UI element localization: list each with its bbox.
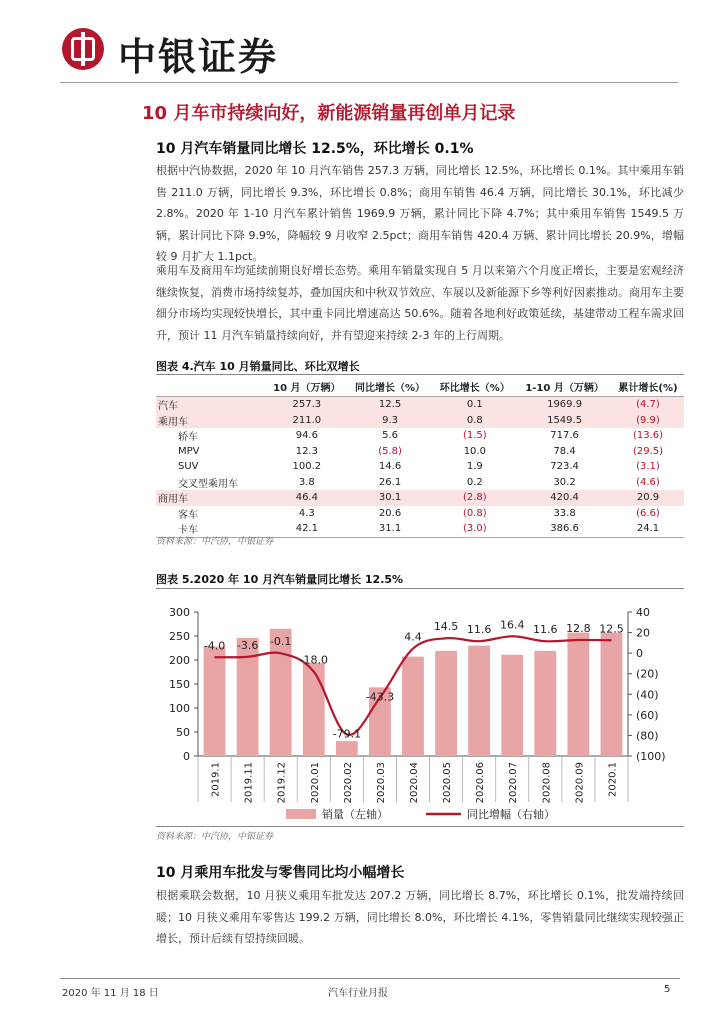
figure5-bottom-rule <box>156 826 684 827</box>
sales-bar <box>534 651 556 756</box>
table-cell: (9.9) <box>612 413 684 429</box>
data-label: 12.5 <box>599 622 624 636</box>
table-cell: 3.8 <box>298 476 315 488</box>
table-cell: (3.1) <box>636 461 660 473</box>
right-tick-label: 20 <box>636 626 650 640</box>
footer-date: 2020 年 11 月 18 日 <box>62 988 159 999</box>
table-cell: 30.1 <box>348 490 433 506</box>
table-row <box>156 490 684 506</box>
left-tick-label: 150 <box>169 678 190 691</box>
table-cell: 0.2 <box>466 476 483 488</box>
table-cell: 10.0 <box>463 445 486 457</box>
legend-bar-swatch <box>286 809 316 819</box>
sales-bar <box>435 651 457 756</box>
table-cell: 26.1 <box>378 476 402 488</box>
row-label: MPV <box>178 445 200 457</box>
table-cell: 211.0 <box>266 413 348 429</box>
table-cell: (6.6) <box>636 507 660 519</box>
row-label: 乘用车 <box>156 413 266 429</box>
category-label: 2019.1 <box>210 762 222 797</box>
table-cell: 94.6 <box>295 430 318 442</box>
row-label: SUV <box>178 461 199 473</box>
left-tick-label: 100 <box>169 702 190 715</box>
section2-para: 根据乘联会数据，10 月狭义乘用车批发达 207.2 万辆，同比增长 8.7%，环比增长 0.1%，批发端持续回暖；10 月狭义乘用车零售达 199.2 万辆，同比增长 8.0%，环比增长 4.1%，零售销量同比继续实现较强正增长，预计后续有望持续回暖。 <box>156 889 684 945</box>
table4-title: 图表 4.汽车 10 月销量同比、环比双增长 <box>156 360 360 373</box>
figure5-source: 资料来源：中汽协，中银证券 <box>156 832 274 842</box>
table-cell: 33.8 <box>553 507 576 519</box>
sales-chart <box>156 596 684 826</box>
category-label: 2019.11 <box>243 762 255 804</box>
row-label: 交叉型乘用车 <box>178 478 238 490</box>
table-cell: 100.2 <box>292 461 322 473</box>
table-cell: (5.8) <box>378 445 402 457</box>
sales-bar <box>402 657 424 756</box>
table-cell: 386.6 <box>517 521 612 537</box>
brand-logo <box>62 28 104 70</box>
data-label: 16.4 <box>499 618 525 632</box>
table-cell: 12.3 <box>295 445 318 457</box>
table-header: 1-10 月（万辆） <box>517 376 612 397</box>
header-divider <box>60 82 678 83</box>
brand-name: 中银证券 <box>118 34 279 79</box>
table-cell: 4.3 <box>298 507 315 519</box>
data-label: 11.6 <box>533 623 558 637</box>
table-header: 环比增长（%） <box>432 376 517 397</box>
table-cell: (13.6) <box>632 430 664 442</box>
table-cell: (3.0) <box>432 521 517 537</box>
table-cell: (0.8) <box>462 507 487 519</box>
data-label: 12.8 <box>566 621 591 635</box>
table-header: 同比增长（%） <box>348 376 433 397</box>
category-label: 2020.05 <box>442 762 454 804</box>
left-tick-label: 250 <box>169 630 190 643</box>
table-cell: 1969.9 <box>517 397 612 413</box>
table-header <box>156 376 266 397</box>
table-cell: 46.4 <box>266 490 348 506</box>
category-label: 2020.08 <box>541 762 553 804</box>
table4-top-rule <box>156 374 684 375</box>
figure5-title: 图表 5.2020 年 10 月汽车销量同比增长 12.5% <box>156 573 404 586</box>
table-row <box>156 459 684 475</box>
table-cell: 30.2 <box>553 476 576 488</box>
table-row <box>156 413 684 429</box>
section1-title: 10 月汽车销量同比增长 12.5%，环比增长 0.1% <box>156 141 474 157</box>
table-cell: 20.6 <box>378 507 402 519</box>
table4-source: 资料来源：中汽协，中银证券 <box>156 537 274 547</box>
table-cell: 420.4 <box>517 490 612 506</box>
table-cell: 31.1 <box>348 521 433 537</box>
row-label: 卡车 <box>156 521 266 537</box>
sales-bar <box>468 646 490 756</box>
table-cell: (1.5) <box>462 430 487 442</box>
data-label: 11.6 <box>466 623 492 637</box>
row-label: 客车 <box>178 509 198 521</box>
category-label: 2020.02 <box>342 762 354 804</box>
table-cell: 20.9 <box>612 490 684 506</box>
table-row <box>156 428 684 444</box>
right-tick-label: (100) <box>636 750 666 763</box>
logo-bar-icon <box>81 32 85 66</box>
table-row <box>156 506 684 522</box>
sales-bar <box>501 655 523 756</box>
sales-bar <box>204 647 226 756</box>
data-label: 14.5 <box>433 620 459 634</box>
left-tick-label: 200 <box>169 654 190 667</box>
legend-bar-label: 销量（左轴） <box>322 808 388 821</box>
data-label: -0.1 <box>269 635 292 649</box>
category-label: 2020.1 <box>607 762 619 797</box>
page-title: 10 月车市持续向好，新能源销量再创单月记录 <box>142 103 516 124</box>
right-tick-label: (80) <box>636 729 659 743</box>
section1-para1: 根据中汽协数据，2020 年 10 月汽车销售 257.3 万辆，同比增长 12.5%，环比增长 0.1%。其中乘用车销售 211.0 万辆，同比增长 9.3%，环比增长 0.8%；商用车销售 46.4 万辆，同比增长 30.1%，环比减少 2.8%。2020 年 1-10 月汽车累计销售 1969.9 万辆，累计同比下降 4.7%；其中乘用车销售 1549.5 万辆，累计同比下降 9.9%，降幅较 9 月收窄 2.5pct；商用车销售 420.4 万辆、累计同比增长 20.9%，增幅较 9 月扩大 1.1pct。 <box>156 164 684 263</box>
category-label: 2020.06 <box>475 762 487 804</box>
data-label: -4.0 <box>203 639 226 653</box>
table-cell: 717.6 <box>550 430 579 442</box>
table-header: 累计增长(%) <box>612 376 684 397</box>
table-cell: 723.4 <box>550 461 579 473</box>
right-tick-label: 40 <box>636 606 650 619</box>
data-label: -18.0 <box>299 653 329 667</box>
data-label: -43.3 <box>365 690 395 704</box>
left-tick-label: 300 <box>169 606 190 619</box>
table-cell: 1.9 <box>466 461 483 473</box>
row-label: 汽车 <box>156 397 266 413</box>
data-label: -3.6 <box>236 638 259 652</box>
section2-title: 10 月乘用车批发与零售同比均小幅增长 <box>156 865 405 881</box>
category-label: 2020.04 <box>409 762 420 804</box>
page-number: 5 <box>664 984 671 995</box>
sales-bar <box>567 633 589 756</box>
sales-bar <box>601 633 623 756</box>
table-cell: (29.5) <box>632 445 664 457</box>
table-cell: 14.6 <box>378 461 402 473</box>
table-cell: 1549.5 <box>517 413 612 429</box>
data-label: -79.1 <box>332 727 362 741</box>
table-header-row <box>156 376 684 397</box>
sales-bar <box>303 663 325 756</box>
category-label: 2020.03 <box>375 762 387 804</box>
table-cell: (4.7) <box>612 397 684 413</box>
table-cell: 0.1 <box>432 397 517 413</box>
right-tick-label: 0 <box>636 647 643 661</box>
sales-bar <box>336 741 358 756</box>
table-row <box>156 397 684 413</box>
footer-category: 汽车行业月报 <box>328 988 388 999</box>
table-row <box>156 475 684 491</box>
section1-para2: 乘用车及商用车均延续前期良好增长态势。乘用车销量实现自 5 月以来第六个月度正增长，主要是宏观经济继续恢复，消费市场持续复苏，叠加国庆和中秋双节效应、车展以及新能源下乡等利好因素推动。商用车主要细分市场均实现较快增长，其中重卡同比增速高达 50.6%。随着各地利好政策延续，基建带动工程车需求回升，预计 11 月汽车销量持续向好，并有望迎来持续 2-3 年的上行周期。 <box>156 264 684 342</box>
table-cell: 0.8 <box>432 413 517 429</box>
row-label: 商用车 <box>156 490 266 506</box>
table-cell: (2.8) <box>432 490 517 506</box>
table-cell: 9.3 <box>348 413 433 429</box>
figure5-top-rule <box>156 588 684 589</box>
table-cell: 78.4 <box>553 445 576 457</box>
table-cell: 42.1 <box>266 521 348 537</box>
left-tick-label: 0 <box>183 750 190 763</box>
table-cell: 5.6 <box>382 430 398 442</box>
legend-line-label: 同比增幅（右轴） <box>467 808 555 821</box>
footer-divider <box>60 978 680 979</box>
right-tick-label: (60) <box>636 708 659 722</box>
right-tick-label: (20) <box>636 667 659 681</box>
category-label: 2020.01 <box>309 762 321 804</box>
table-cell: 12.5 <box>348 397 433 413</box>
left-tick-label: 50 <box>176 726 190 739</box>
right-tick-label: (40) <box>636 688 659 702</box>
category-label: 2019.12 <box>276 762 288 804</box>
sales-table <box>156 376 684 538</box>
table-cell: 24.1 <box>612 521 684 537</box>
row-label: 轿车 <box>178 432 198 444</box>
table-cell: 257.3 <box>266 397 348 413</box>
data-label: 4.4 <box>404 630 422 644</box>
category-label: 2020.07 <box>508 762 520 804</box>
table-cell: (4.6) <box>636 476 660 488</box>
table-row <box>156 444 684 460</box>
category-label: 2020.09 <box>574 762 586 804</box>
table-header: 10 月（万辆） <box>266 376 348 397</box>
